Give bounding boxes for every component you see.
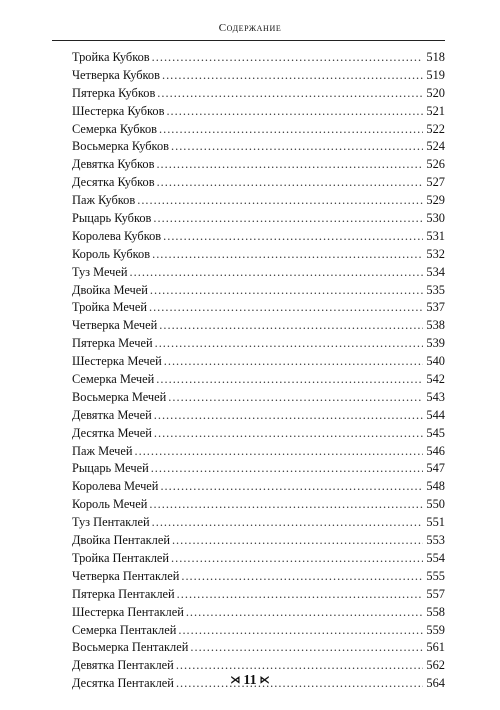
- toc-dot-leader: [130, 264, 423, 282]
- toc-entry[interactable]: [72, 156, 445, 174]
- toc-dot-leader: [152, 514, 423, 532]
- toc-entry[interactable]: [72, 335, 445, 353]
- toc-dot-leader: [152, 246, 423, 264]
- toc-entry-page: 558: [426, 604, 445, 619]
- toc-entry-title: Семерка Кубков: [72, 121, 157, 136]
- page-number: 11: [243, 673, 257, 688]
- toc-entry[interactable]: [72, 299, 445, 317]
- toc-entry-title: Шестерка Кубков: [72, 103, 165, 118]
- toc-entry[interactable]: [72, 282, 445, 300]
- toc-entry-title: Рыцарь Мечей: [72, 461, 149, 476]
- toc-entry[interactable]: [72, 174, 445, 192]
- toc-entry-page: 542: [426, 372, 445, 387]
- toc-entry-page: 561: [426, 640, 445, 655]
- toc-entry-page: 531: [426, 228, 445, 243]
- toc-dot-leader: [151, 460, 423, 478]
- toc-entry-title: Рыцарь Кубков: [72, 211, 152, 226]
- toc-entry-page: 548: [426, 479, 445, 494]
- toc-dot-leader: [186, 604, 423, 622]
- toc-dot-leader: [168, 389, 423, 407]
- toc-entry-title: Пятерка Пентаклей: [72, 586, 175, 601]
- toc-entry[interactable]: [72, 49, 445, 67]
- toc-entry[interactable]: [72, 443, 445, 461]
- toc-dot-leader: [156, 156, 423, 174]
- toc-entry-title: Двойка Пентаклей: [72, 533, 170, 548]
- toc-entry-title: Паж Мечей: [72, 443, 133, 458]
- toc-entry-page: 564: [426, 676, 445, 691]
- running-head-title: Содержание: [218, 22, 282, 34]
- toc-entry-page: 519: [426, 67, 445, 82]
- toc-dot-leader: [166, 103, 423, 121]
- toc-entry[interactable]: [72, 85, 445, 103]
- toc-entry[interactable]: [72, 371, 445, 389]
- toc-entry-title: Тройка Кубков: [72, 50, 150, 64]
- toc-entry-title: Десятка Мечей: [72, 425, 152, 440]
- toc-entry-page: 545: [426, 425, 445, 440]
- toc-entry-title: Паж Кубков: [72, 193, 136, 208]
- toc-entry[interactable]: [72, 460, 445, 478]
- toc-entry[interactable]: [72, 568, 445, 586]
- toc-dot-leader: [154, 425, 423, 443]
- toc-dot-leader: [150, 282, 423, 300]
- toc-entry-title: Восьмерка Мечей: [72, 389, 167, 404]
- toc-dot-leader: [135, 443, 423, 461]
- toc-entry-title: Девятка Кубков: [72, 157, 155, 172]
- toc-entry[interactable]: [72, 604, 445, 622]
- toc-entry[interactable]: [72, 532, 445, 550]
- toc-entry[interactable]: [72, 317, 445, 335]
- toc-dot-leader: [155, 335, 423, 353]
- toc-entry-page: 529: [426, 193, 445, 208]
- toc-entry-title: Королева Кубков: [72, 228, 162, 243]
- toc-entry-title: Король Мечей: [72, 497, 148, 512]
- toc-entry-page: 526: [426, 157, 445, 172]
- toc-entry-title: Десятка Кубков: [72, 175, 155, 190]
- toc-dot-leader: [178, 622, 423, 640]
- toc-entry-title: Двойка Мечей: [72, 282, 148, 297]
- toc-entry-title: Тройка Пентаклей: [72, 550, 170, 565]
- toc-entry-title: Пятерка Кубков: [72, 85, 156, 100]
- toc-dot-leader: [149, 299, 423, 317]
- toc-entry-page: 553: [426, 533, 445, 548]
- toc-entry[interactable]: [72, 121, 445, 139]
- toc-entry-page: 532: [426, 246, 445, 261]
- toc-entry-title: Семерка Мечей: [72, 372, 155, 387]
- toc-dot-leader: [164, 353, 423, 371]
- toc-entry-title: Тройка Мечей: [72, 300, 147, 315]
- toc-entry[interactable]: [72, 67, 445, 85]
- toc-dot-leader: [157, 85, 423, 103]
- header-rule: [52, 40, 445, 41]
- toc-entry-page: 520: [426, 85, 445, 100]
- toc-entry[interactable]: [72, 639, 445, 657]
- toc-entry-page: 518: [426, 50, 445, 64]
- toc-entry-title: Девятка Пентаклей: [72, 658, 174, 673]
- toc-entry-page: 540: [426, 354, 445, 369]
- toc-entry-page: 557: [426, 586, 445, 601]
- toc-entry-page: 562: [426, 658, 445, 673]
- toc-entry-title: Четверка Пентаклей: [72, 568, 180, 583]
- toc-entry-title: Королева Мечей: [72, 479, 159, 494]
- toc-entry-title: Туз Пентаклей: [72, 515, 150, 530]
- toc-entry-page: 527: [426, 175, 445, 190]
- toc-dot-leader: [190, 639, 423, 657]
- toc-entry[interactable]: [72, 622, 445, 640]
- toc-dot-leader: [163, 228, 423, 246]
- toc-entry-title: Туз Мечей: [72, 264, 128, 279]
- toc-dot-leader: [149, 496, 423, 514]
- toc-entry[interactable]: [72, 496, 445, 514]
- toc-entry-page: 537: [426, 300, 445, 315]
- toc-entry[interactable]: [72, 103, 445, 121]
- toc-entry-title: Шестерка Пентаклей: [72, 604, 184, 619]
- toc-entry[interactable]: [72, 389, 445, 407]
- toc-entry[interactable]: [72, 425, 445, 443]
- toc-dot-leader: [154, 407, 423, 425]
- toc-entry[interactable]: [72, 264, 445, 282]
- toc-dot-leader: [160, 478, 423, 496]
- toc-entry[interactable]: [72, 192, 445, 210]
- toc-entry[interactable]: [72, 246, 445, 264]
- table-of-contents: [72, 49, 445, 693]
- toc-entry-title: Шестерка Мечей: [72, 354, 162, 369]
- toc-dot-leader: [172, 532, 423, 550]
- toc-entry[interactable]: [72, 550, 445, 568]
- toc-entry-title: Пятерка Мечей: [72, 336, 153, 351]
- toc-dot-leader: [162, 67, 423, 85]
- toc-dot-leader: [152, 49, 423, 67]
- toc-entry[interactable]: [72, 407, 445, 425]
- toc-entry-page: 539: [426, 336, 445, 351]
- toc-entry-title: Четверка Кубков: [72, 67, 160, 82]
- toc-entry-page: 547: [426, 461, 445, 476]
- toc-entry[interactable]: [72, 514, 445, 532]
- toc-entry-page: 554: [426, 550, 445, 565]
- toc-dot-leader: [137, 192, 423, 210]
- toc-entry[interactable]: [72, 353, 445, 371]
- toc-entry-page: 535: [426, 282, 445, 297]
- toc-dot-leader: [171, 550, 423, 568]
- toc-entry-page: 544: [426, 407, 445, 422]
- toc-dot-leader: [159, 317, 423, 335]
- toc-entry-page: 521: [426, 103, 445, 118]
- toc-entry-page: 538: [426, 318, 445, 333]
- toc-entry-title: Четверка Мечей: [72, 318, 158, 333]
- toc-entry-page: 522: [426, 121, 445, 136]
- toc-entry-page: 555: [426, 568, 445, 583]
- footer-ornament-left: ⋊: [230, 675, 241, 686]
- toc-entry-title: Семерка Пентаклей: [72, 622, 177, 637]
- toc-entry-page: 524: [426, 139, 445, 154]
- toc-entry-title: Восьмерка Пентаклей: [72, 640, 189, 655]
- toc-entry[interactable]: [72, 138, 445, 156]
- page-footer: [0, 673, 500, 689]
- toc-entry[interactable]: [72, 228, 445, 246]
- toc-dot-leader: [153, 210, 423, 228]
- toc-dot-leader: [177, 586, 423, 604]
- toc-entry-page: 543: [426, 389, 445, 404]
- toc-entry[interactable]: [72, 210, 445, 228]
- toc-entry[interactable]: [72, 478, 445, 496]
- toc-entry-title: Восьмерка Кубков: [72, 139, 169, 154]
- toc-entry-page: 559: [426, 622, 445, 637]
- footer-ornament-right: ⋉: [259, 675, 270, 686]
- toc-entry-page: 534: [426, 264, 445, 279]
- toc-entry-title: Король Кубков: [72, 246, 151, 261]
- toc-dot-leader: [156, 371, 423, 389]
- toc-dot-leader: [157, 174, 423, 192]
- toc-entry-page: 546: [426, 443, 445, 458]
- toc-entry-page: 550: [426, 497, 445, 512]
- toc-dot-leader: [181, 568, 423, 586]
- toc-dot-leader: [171, 138, 423, 156]
- toc-entry[interactable]: [72, 586, 445, 604]
- toc-entry-title: Десятка Пентаклей: [72, 676, 174, 691]
- toc-entry-title: Девятка Мечей: [72, 407, 152, 422]
- toc-dot-leader: [159, 121, 423, 139]
- toc-entry-page: 530: [426, 211, 445, 226]
- toc-entry-page: 551: [426, 515, 445, 530]
